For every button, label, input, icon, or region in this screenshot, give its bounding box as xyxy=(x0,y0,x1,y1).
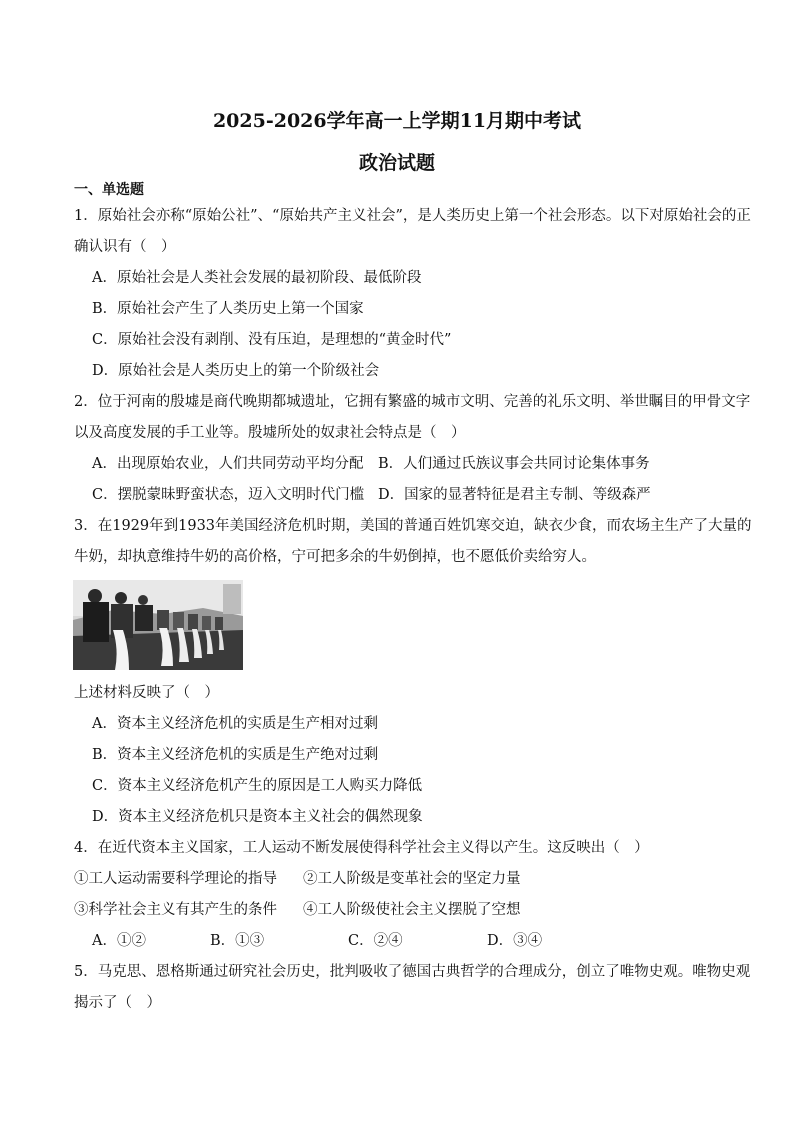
q4-stem: 4．在近代资本主义国家，工人运动不断发展使得科学社会主义得以产生。这反映出（ ） xyxy=(74,840,649,856)
q4-statement-2: ②工人阶级是变革社会的坚定力量 xyxy=(303,871,521,887)
q5-stem-line1: 5．马克思、恩格斯通过研究社会历史，批判吸收了德国古典哲学的合理成分，创立了唯物史观。唯物史观 xyxy=(74,964,751,980)
q1-option-b: B．原始社会产生了人类历史上第一个国家 xyxy=(92,301,364,317)
q1-stem-line1: 1．原始社会亦称“原始公社”、“原始共产主义社会”，是人类历史上第一个社会形态。以下对原始社会的正 xyxy=(74,208,751,224)
q3-option-d: D．资本主义经济危机只是资本主义社会的偶然现象 xyxy=(92,809,423,825)
q4-option-c: C．②④ xyxy=(348,933,403,949)
q2-option-a: A．出现原始农业，人们共同劳动平均分配 xyxy=(92,456,364,472)
q3-stem-line3: 上述材料反映了（ ） xyxy=(74,685,219,701)
q2-option-d: D．国家的显著特征是君主专制、等级森严 xyxy=(378,487,651,503)
q4-option-b: B．①③ xyxy=(210,933,265,949)
q2-stem-line1: 2．位于河南的殷墟是商代晚期都城遗址，它拥有繁盛的城市文明、完善的礼乐文明、举世瞩目的甲骨文字 xyxy=(74,394,751,410)
milk-dumping-photo xyxy=(73,580,243,670)
q3-option-a: A．资本主义经济危机的实质是生产相对过剩 xyxy=(92,716,378,732)
exam-title: 2025-2026学年高一上学期11月期中考试 xyxy=(212,110,582,132)
exam-subtitle: 政治试题 xyxy=(358,152,435,174)
q1-option-d: D．原始社会是人类历史上的第一个阶级社会 xyxy=(92,363,380,379)
q3-stem-line1: 3．在1929年到1933年美国经济危机时期，美国的普通百姓饥寒交迫，缺衣少食，而农场主生产了大量的 xyxy=(74,518,752,534)
q4-option-a: A．①② xyxy=(92,933,146,949)
q2-stem-line2: 以及高度发展的手工业等。殷墟所处的奴隶社会特点是（ ） xyxy=(74,425,466,441)
section-heading: 一、单选题 xyxy=(74,182,144,198)
q3-stem-line2: 牛奶，却执意维持牛奶的高价格，宁可把多余的牛奶倒掉，也不愿低价卖给穷人。 xyxy=(74,549,596,565)
q1-option-a: A．原始社会是人类社会发展的最初阶段、最低阶段 xyxy=(92,270,422,286)
q4-option-d: D．③④ xyxy=(487,933,543,949)
q2-option-b: B．人们通过氏族议事会共同讨论集体事务 xyxy=(378,456,650,472)
q4-statement-1: ①工人运动需要科学理论的指导 xyxy=(74,871,277,887)
q1-option-c: C．原始社会没有剥削、没有压迫，是理想的“黄金时代” xyxy=(92,332,452,348)
q1-stem-line2: 确认识有（ ） xyxy=(74,239,176,255)
q2-option-c: C．摆脱蒙昧野蛮状态，迈入文明时代门槛 xyxy=(92,487,365,503)
q4-statement-3: ③科学社会主义有其产生的条件 xyxy=(74,902,277,918)
q4-statement-4: ④工人阶级使社会主义摆脱了空想 xyxy=(303,902,521,918)
q5-stem-line2: 揭示了（ ） xyxy=(74,995,161,1011)
q3-option-b: B．资本主义经济危机的实质是生产绝对过剩 xyxy=(92,747,379,763)
q3-option-c: C．资本主义经济危机产生的原因是工人购买力降低 xyxy=(92,778,423,794)
